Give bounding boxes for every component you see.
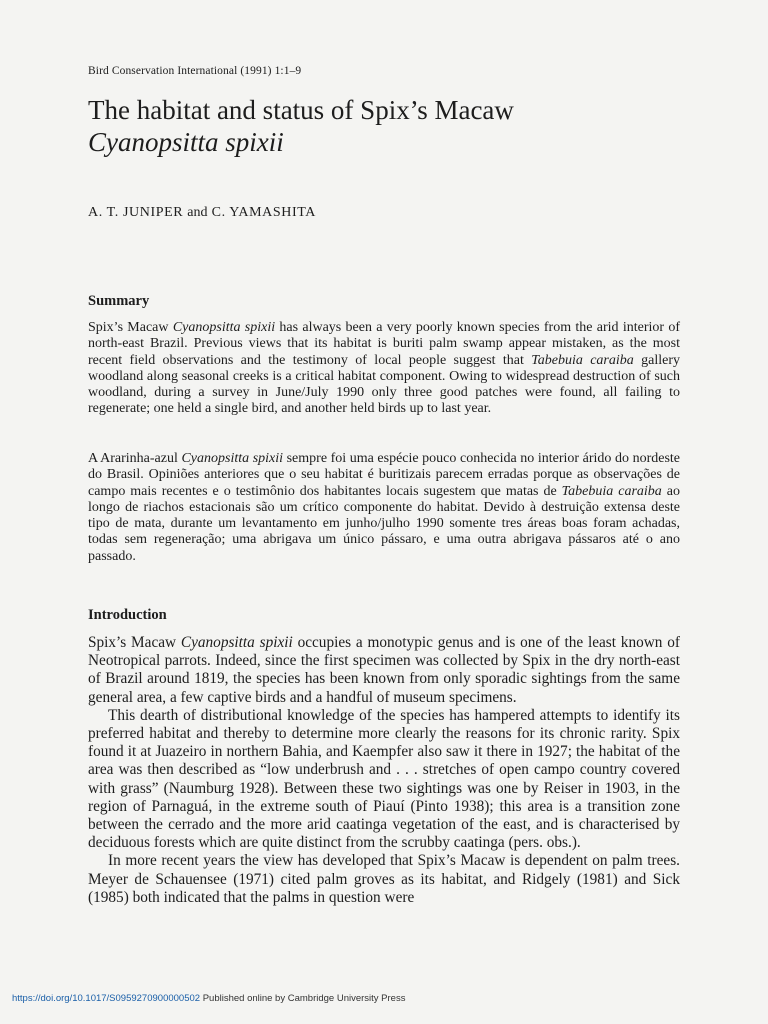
- footer-doi: [12, 993, 405, 1004]
- author-line: [88, 205, 316, 221]
- summary-portuguese: A Ararinha-azul Cyanopsitta spixii sempre foi uma espécie pouco conhecida no interior árido do nordeste do Brasil. Opiniões anteriores que o seu habitat é buritizais parecem erradas porque as observações de campo mais recentes e o testimônio dos habitantes locais sugestem que matas de Tabebuia caraiba ao longo de riachos estacionais são um crítico componente do habitat. Devido à destruição extensa deste tipo de mata, durante um levantamento em junho/julho 1990 somente tres áreas boas foram achadas, todas sem regeneração; uma abrigava um único pássaro, e uma outra abrigava pássaros até o ano passado.: [88, 451, 681, 564]
- summary-heading: Summary: [88, 293, 150, 309]
- doi-link[interactable]: https://doi.org/10.1017/S0959270900000502: [12, 993, 201, 1004]
- summary-portuguese-section: [88, 451, 680, 565]
- intro-paragraph-1: Spix’s Macaw Cyanopsitta spixii occupies a monotypic genus and is one of the least known of Neotropical parrots. Indeed, since the first specimen was collected by Spix in the dry north-east of Brazil around 1819, the species has been known from only sporadic sightings from the same general area, a few captive birds and a handful of museum specimens.: [88, 634, 680, 706]
- author-2: C. YAMASHITA: [211, 205, 316, 220]
- title-species-name: Cyanopsitta spixii: [88, 127, 284, 157]
- author-conjunction: and: [187, 205, 208, 220]
- published-note: Published online by Cambridge University Press: [200, 993, 406, 1004]
- title-line-1: The habitat and status of Spix’s Macaw: [88, 95, 514, 125]
- summary-english: Spix’s Macaw Cyanopsitta spixii has always been a very poorly known species from the arid interior of north-east Brazil. Previous views that its habitat is buriti palm swamp appear mistaken, as the most recent field observations and the testimony of local people suggest that Tabebuia caraiba gallery woodland along seasonal creeks is a critical habitat component. Owing to widespread destruction of such woodland, during a survey in June/July 1990 only three good patches were found, all failing to regenerate; one held a single bird, and another held birds up to last year.: [88, 320, 681, 417]
- introduction-section: [88, 607, 680, 907]
- journal-citation: Bird Conservation International (1991) 1:1–9: [88, 65, 302, 77]
- author-1: A. T. JUNIPER: [88, 205, 184, 220]
- introduction-heading: Introduction: [88, 607, 167, 623]
- article-title: [88, 94, 708, 158]
- intro-paragraph-2: This dearth of distributional knowledge of the species has hampered attempts to identify its preferred habitat and thereby to determine more clearly the reasons for its chronic rarity. Spix found it at Juazeiro in northern Bahia, and Kaempfer also saw it there in 1927; the habitat of the area was then described as “low underbrush and . . . stretches of open campo country covered with grass” (Naumburg 1928). Between these two sightings was one by Reiser in 1903, in the region of Parnaguá, in the extreme south of Piauí (Pinto 1938); this area is a transition zone between the cerrado and the more arid caatinga vegetation of the east, and is characterised by deciduous forests which are quite distinct from the scrubby caatinga (pers. obs.).: [88, 706, 680, 852]
- intro-paragraph-3: In more recent years the view has developed that Spix’s Macaw is dependent on palm trees. Meyer de Schauensee (1971) cited palm groves as its habitat, and Ridgely (1981) and Sick (1985) both indicated that the palms in question were: [88, 852, 680, 906]
- summary-section: [88, 293, 680, 418]
